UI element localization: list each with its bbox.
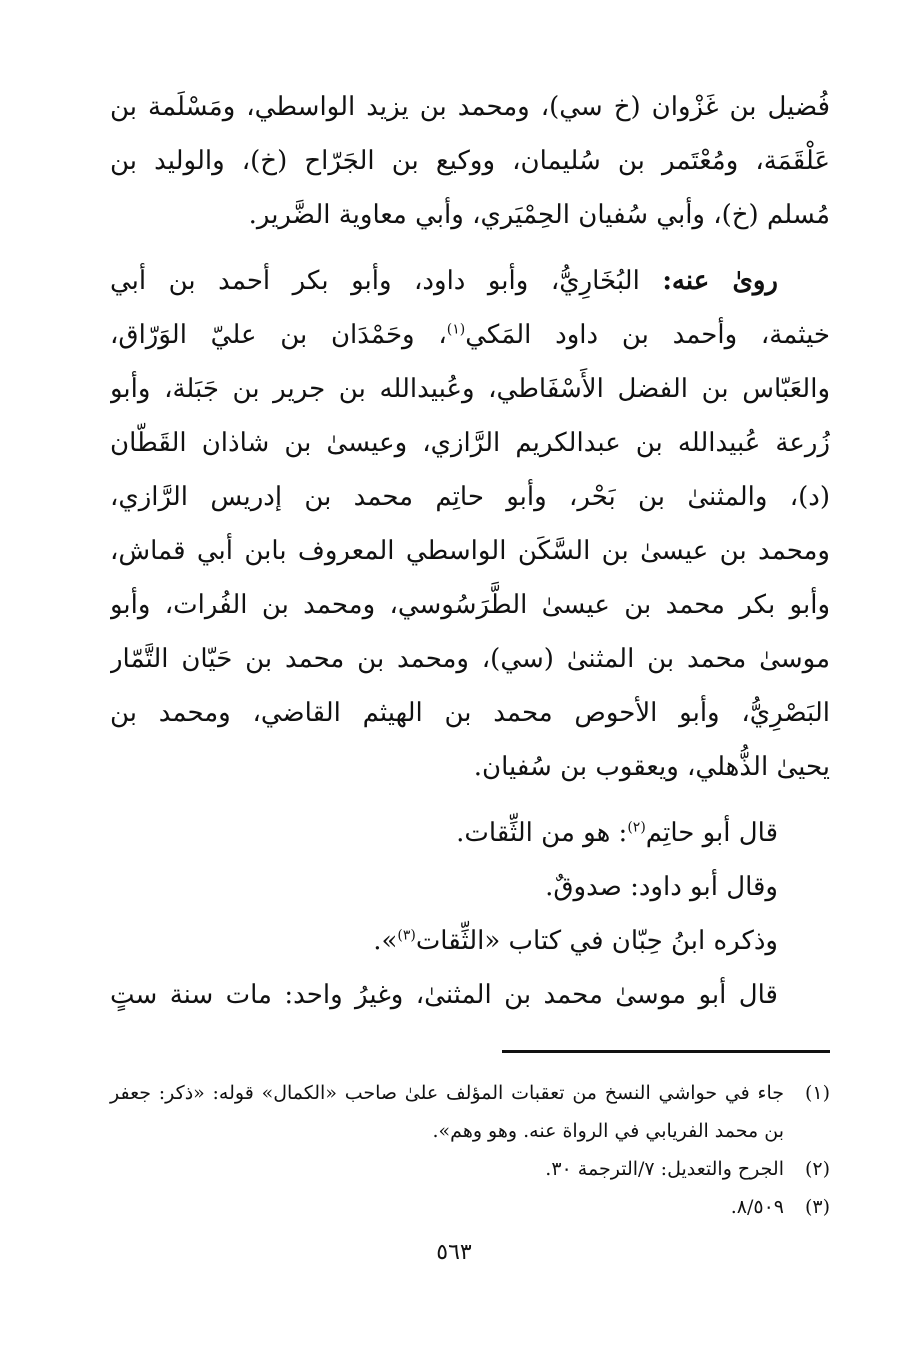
footnote-text: ٨/٥٠٩. [730, 1196, 784, 1218]
teachers-line-1: فُضيل بن غَزْوان (خ سي)، ومحمد بن يزيد الواسطي، ومَسْلَمة بن [110, 92, 830, 122]
footnote-text: الجرح والتعديل: ٧/الترجمة ٣٠. [545, 1158, 784, 1180]
footnote-2 [110, 1150, 830, 1188]
footnote-3 [110, 1188, 830, 1226]
opinion-abu-hatim-b: : هو من الثِّقات. [456, 818, 628, 848]
teachers-paragraph [110, 80, 830, 242]
footnote-number: (١) [804, 1082, 830, 1104]
narrators-line-10: يحيىٰ الذُّهلي، ويعقوب بن سُفيان. [473, 752, 830, 782]
narrators-line-2 [110, 308, 830, 362]
teachers-line-3: مُسلم (خ)، وأبي سُفيان الحِمْيَري، وأبي معاوية الضَّرير. [248, 200, 830, 230]
opinion-abu-dawud: وقال أبو داود: صدوقٌ. [545, 872, 778, 902]
footnote-separator [502, 1050, 830, 1053]
narrators-line-4: زُرعة عُبيدالله بن عبدالكريم الرَّازي، وعيسىٰ بن شاذان القَطّان [110, 428, 830, 458]
narrators-line-3: والعَبّاس بن الفضل الأَسْفَاطي، وعُبيدالله بن جرير بن جَبَلة، وأبو [110, 374, 830, 404]
footnote-number: (٢) [804, 1158, 830, 1180]
narrators-line-1 [110, 254, 830, 308]
footnote-ref-2[interactable]: (٢) [627, 819, 646, 836]
narrators-line-7: وأبو بكر محمد بن عيسىٰ الطَّرَسُوسي، ومحمد بن الفُرات، وأبو [110, 590, 830, 620]
opinions-paragraph [110, 806, 830, 1022]
narrators-label: روىٰ عنه: [662, 266, 778, 296]
teachers-line-2: عَلْقَمَة، ومُعْتَمر بن سُليمان، ووكيع بن الجَرّاح (خ)، والوليد بن [110, 146, 830, 176]
opinion-abu-hatim [110, 806, 830, 860]
opinion-abu-hatim-a: قال أبو حاتِم [645, 818, 778, 848]
narrators-line-5: (د)، والمثنىٰ بن بَحْر، وأبو حاتِم محمد بن إدريس الرَّازي، [110, 482, 830, 512]
footnotes [110, 1074, 830, 1226]
narrators-paragraph [110, 254, 830, 794]
opinion-death-date: قال أبو موسىٰ محمد بن المثنىٰ، وغيرُ واحد: مات سنة ستٍ [110, 980, 778, 1010]
footnote-ref-1[interactable]: (١) [446, 321, 466, 338]
narrators-line-9: البَصْرِيُّ، وأبو الأحوص محمد بن الهيثم القاضي، ومحمد بن [110, 698, 830, 728]
page-number: ٥٦٣ [436, 1240, 472, 1265]
opinion-ibn-hibban-b: ». [373, 926, 398, 956]
opinion-ibn-hibban [110, 914, 830, 968]
footnote-number: (٣) [804, 1196, 830, 1218]
footnote-ref-3[interactable]: (٣) [397, 927, 416, 944]
narrators-line-1-text: البُخَارِيُّ، وأبو داود، وأبو بكر أحمد بن أبي [110, 266, 663, 296]
narrators-line-8: موسىٰ محمد بن المثنىٰ (سي)، ومحمد بن محمد بن حَيّان التَّمّار [110, 644, 830, 674]
page-body [110, 80, 830, 1022]
footnote-text: جاء في حواشي النسخ من تعقبات المؤلف علىٰ صاحب «الكمال» قوله: «ذكر: جعفر بن محمد الفريابي في الرواة عنه. وهو وهم». [110, 1082, 784, 1142]
narrators-line-2-b: ، وحَمْدَان بن عليّ الوَرّاق، [110, 320, 447, 350]
narrators-line-6: ومحمد بن عيسىٰ بن السَّكَن الواسطي المعروف بابن أبي قماش، [110, 536, 830, 566]
footnote-1 [110, 1074, 830, 1150]
opinion-ibn-hibban-a: وذكره ابنُ حِبّان في كتاب «الثِّقات [415, 926, 778, 956]
narrators-line-2-a: خيثمة، وأحمد بن داود المَكي [465, 320, 830, 350]
